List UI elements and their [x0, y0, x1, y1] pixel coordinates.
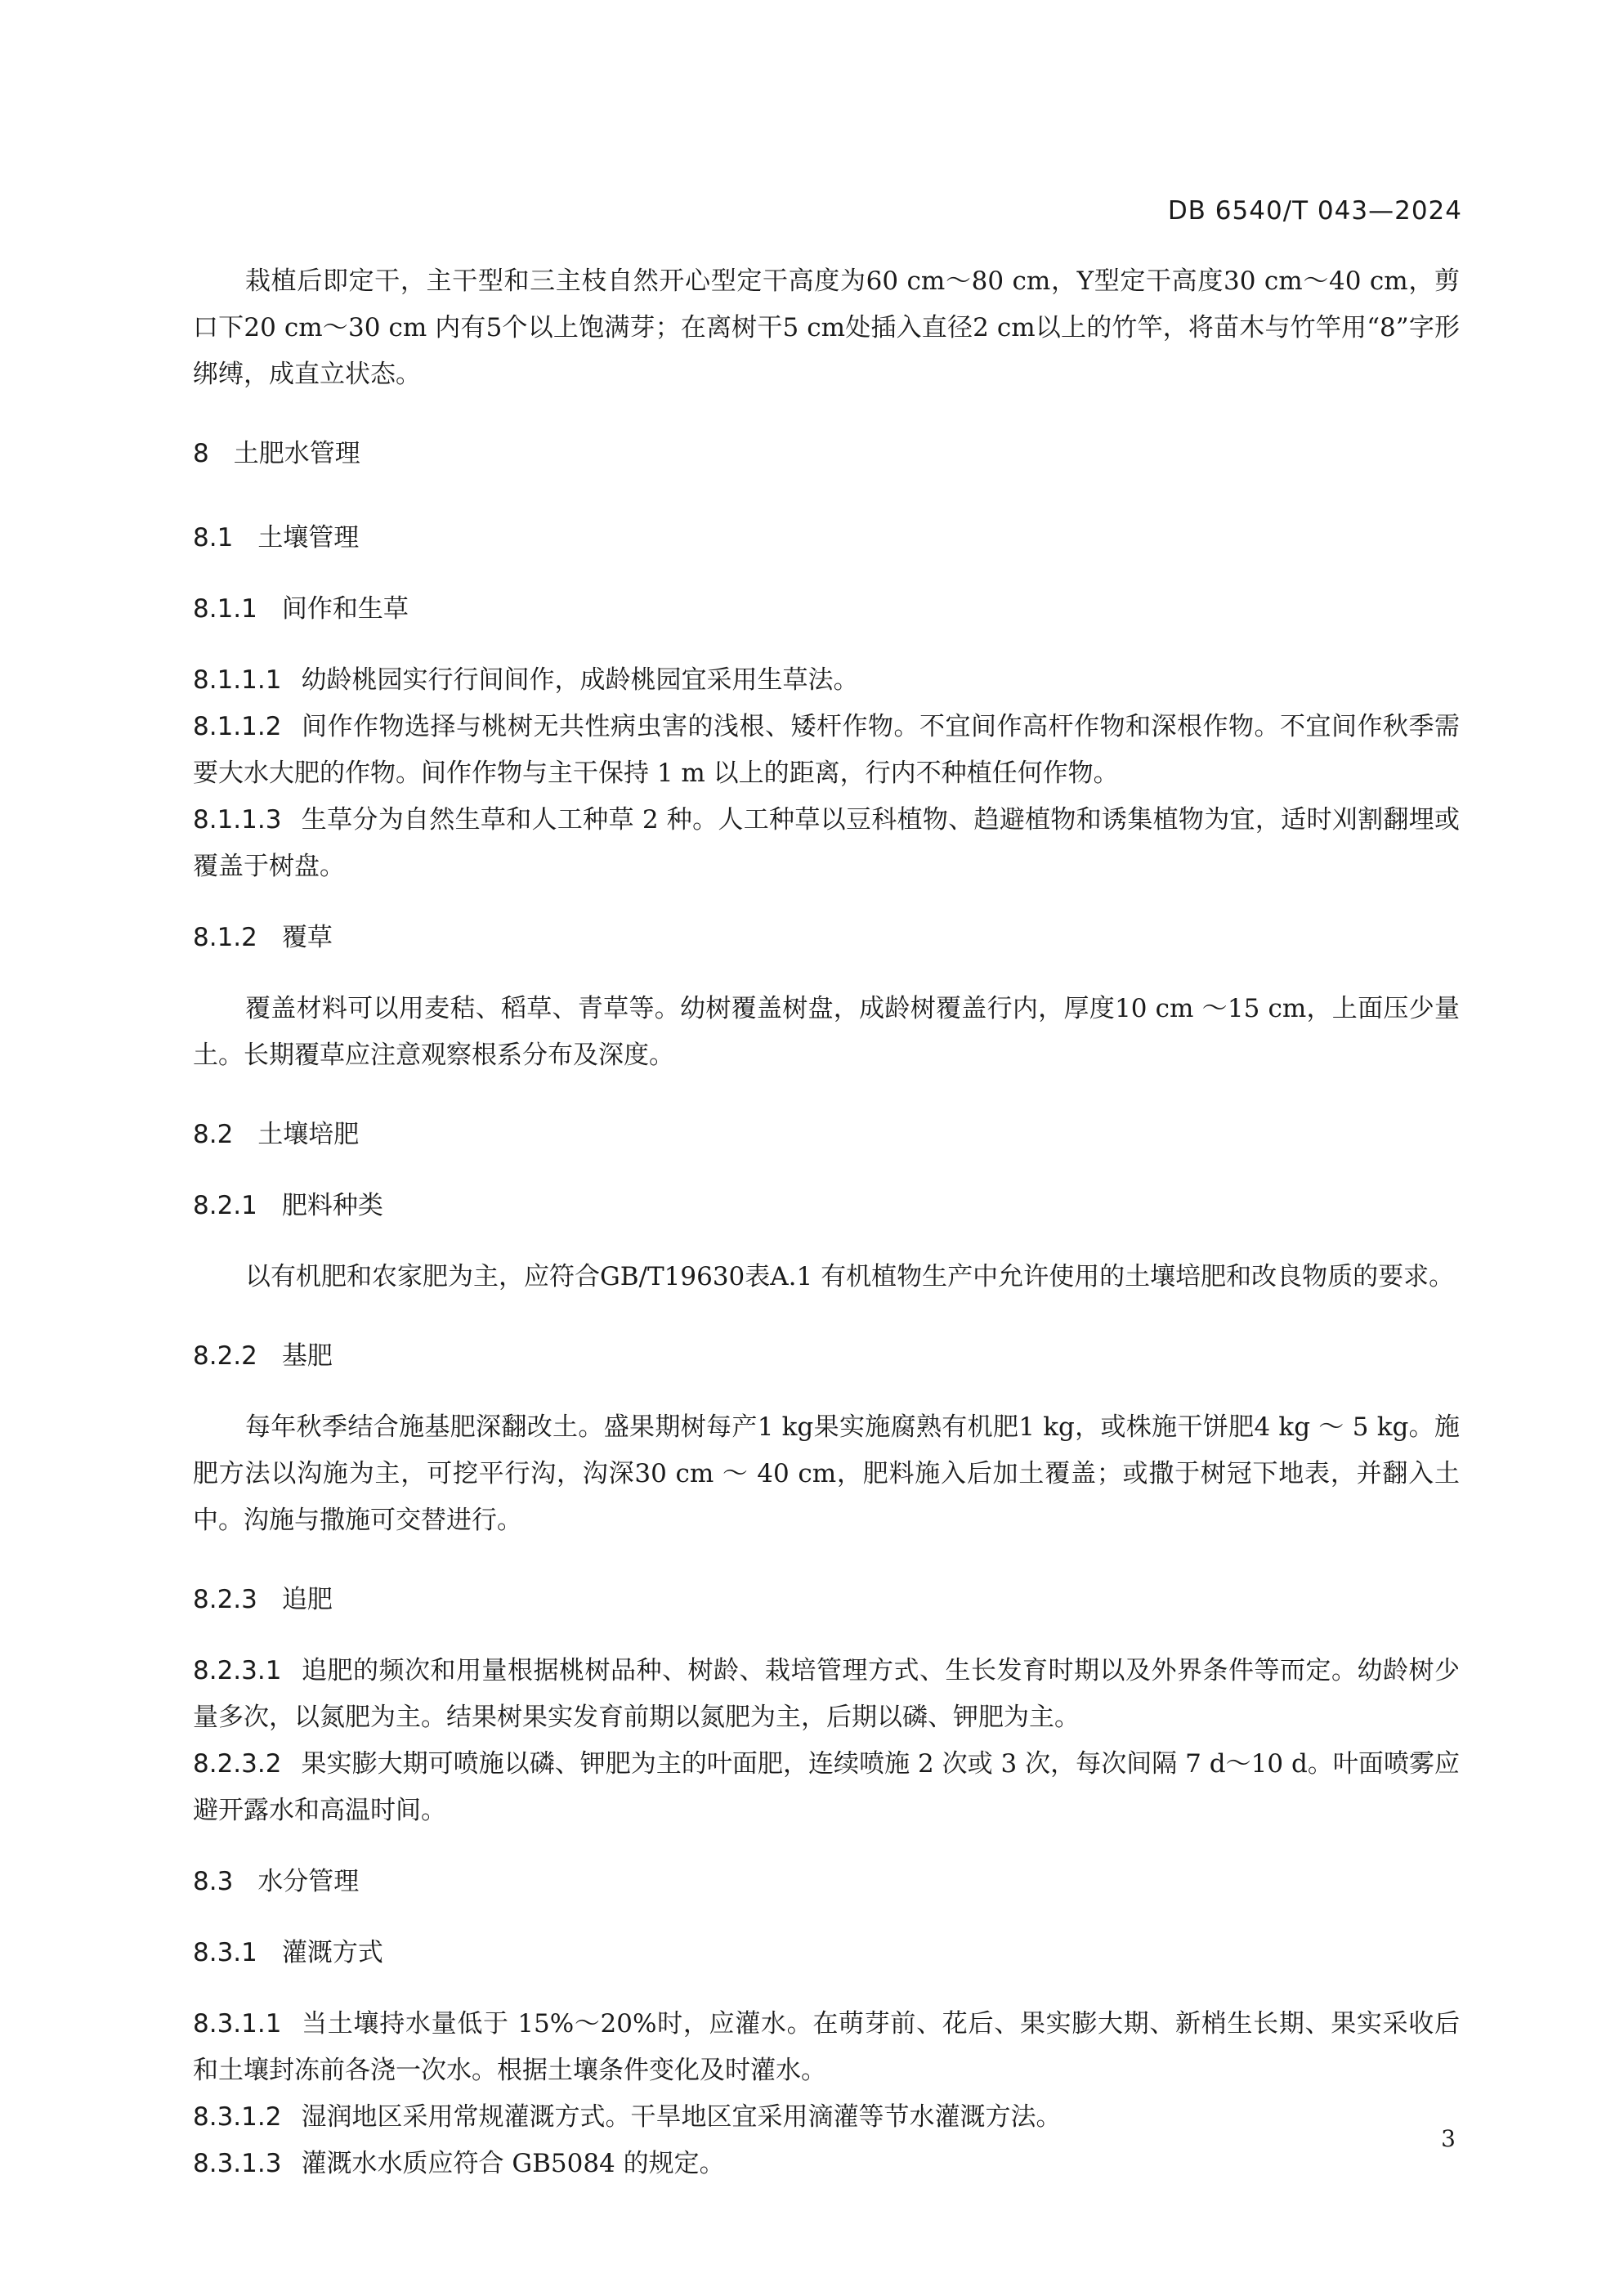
clause-8-2-3-2 [193, 1741, 1460, 1834]
clause-text: 生草分为自然生草和人工种草 2 种。人工种草以豆科植物、趋避植物和诱集植物为宜，适时刈割翻埋或覆盖于树盘。 [193, 805, 1460, 881]
heading-8-3 [193, 1859, 1460, 1905]
heading-title: 追肥 [281, 1585, 333, 1614]
heading-number: 8.1.2 [193, 923, 257, 952]
clause-8-3-1-1 [193, 2001, 1460, 2094]
clause-text: 湿润地区采用常规灌溉方式。干旱地区宜采用滴灌等节水灌溉方法。 [301, 2102, 1062, 2132]
clause-text: 果实膨大期可喷施以磷、钾肥为主的叶面肥，连续喷施 2 次或 3 次，每次间隔 7 d～10 d。叶面喷雾应避开露水和高温时间。 [193, 1749, 1460, 1825]
clause-group-8-3-1 [193, 2001, 1460, 2187]
heading-title: 肥料种类 [281, 1191, 383, 1220]
heading-8-1 [193, 515, 1460, 562]
paragraph-8-2-2: 每年秋季结合施基肥深翻改土。盛果期树每产1 kg果实施腐熟有机肥1 kg，或株施干饼肥4 kg ～ 5 kg。施肥方法以沟施为主，可挖平行沟，沟深30 cm ～ 40 cm，肥料施入后加土覆盖；或撒于树冠下地表，并翻入土中。沟施与撒施可交替进行。 [193, 1412, 1460, 1535]
heading-8-2-2 [193, 1333, 1460, 1380]
clause-group-8-1-1 [193, 657, 1460, 890]
clause-8-2-3-1 [193, 1648, 1460, 1741]
heading-8-2 [193, 1112, 1460, 1158]
heading-number: 8.1.1 [193, 594, 257, 624]
clause-8-1-1-2 [193, 704, 1460, 797]
heading-8 [193, 431, 1460, 477]
clause-8-3-1-3 [193, 2141, 1460, 2187]
heading-8-1-2 [193, 915, 1460, 961]
clause-number: 8.1.1.3 [193, 805, 282, 835]
clause-number: 8.1.1.2 [193, 712, 282, 741]
paragraph-8-1-2: 覆盖材料可以用麦秸、稻草、青草等。幼树覆盖树盘，成龄树覆盖行内，厚度10 cm ～15 cm，上面压少量土。长期覆草应注意观察根系分布及深度。 [193, 994, 1460, 1070]
clause-text: 追肥的频次和用量根据桃树品种、树龄、栽培管理方式、生长发育时期以及外界条件等而定。幼龄树少量多次，以氮肥为主。结果树果实发育前期以氮肥为主，后期以磷、钾肥为主。 [193, 1656, 1460, 1732]
clause-text: 间作作物选择与桃树无共性病虫害的浅根、矮杆作物。不宜间作高杆作物和深根作物。不宜间作秋季需要大水大肥的作物。间作作物与主干保持 1 m 以上的距离，行内不种植任何作物。 [193, 712, 1460, 788]
paragraph-8-2-1: 以有机肥和农家肥为主，应符合GB/T19630表A.1 有机植物生产中允许使用的土壤培肥和改良物质的要求。 [245, 1262, 1455, 1291]
heading-title: 土肥水管理 [233, 439, 360, 468]
heading-title: 土壤管理 [257, 523, 360, 553]
clause-number: 8.3.1.2 [193, 2102, 282, 2132]
clause-group-8-2-3 [193, 1648, 1460, 1834]
heading-number: 8.3 [193, 1867, 234, 1896]
clause-number: 8.2.3.2 [193, 1749, 282, 1779]
heading-title: 土壤培肥 [257, 1120, 360, 1149]
clause-number: 8.1.1.1 [193, 665, 282, 695]
clause-number: 8.3.1.1 [193, 2009, 282, 2039]
clause-8-3-1-2 [193, 2094, 1460, 2141]
heading-title: 水分管理 [257, 1867, 360, 1896]
document-code: DB 6540/T 043—2024 [1167, 196, 1462, 226]
heading-8-2-3 [193, 1577, 1460, 1623]
heading-number: 8.2.3 [193, 1585, 257, 1614]
heading-number: 8.2.1 [193, 1191, 257, 1220]
heading-number: 8.1 [193, 523, 234, 553]
heading-number: 8 [193, 439, 209, 468]
clause-text: 灌溉水水质应符合 GB5084 的规定。 [301, 2149, 725, 2178]
document-body [193, 258, 1460, 2212]
clause-8-1-1-1 [193, 657, 1460, 704]
clause-number: 8.3.1.3 [193, 2149, 282, 2178]
heading-8-3-1 [193, 1930, 1460, 1976]
heading-title: 基肥 [281, 1341, 333, 1371]
clause-number: 8.2.3.1 [193, 1656, 282, 1685]
heading-title: 间作和生草 [281, 594, 409, 624]
heading-8-2-1 [193, 1183, 1460, 1229]
page-number: 3 [1441, 2125, 1456, 2152]
heading-number: 8.2.2 [193, 1341, 257, 1371]
heading-8-1-1 [193, 586, 1460, 633]
heading-number: 8.2 [193, 1120, 234, 1149]
clause-8-1-1-3 [193, 797, 1460, 890]
heading-title: 覆草 [281, 923, 333, 952]
heading-title: 灌溉方式 [281, 1938, 383, 1967]
intro-paragraph: 栽植后即定干，主干型和三主枝自然开心型定干高度为60 cm～80 cm，Y型定干高度30 cm～40 cm，剪口下20 cm～30 cm 内有5个以上饱满芽；在离树干5 cm处插入直径2 cm以上的竹竿，将苗木与竹竿用“8”字形绑缚，成直立状态。 [193, 266, 1460, 389]
heading-number: 8.3.1 [193, 1938, 257, 1967]
clause-text: 幼龄桃园实行行间间作，成龄桃园宜采用生草法。 [301, 665, 859, 695]
clause-text: 当土壤持水量低于 15%～20%时，应灌水。在萌芽前、花后、果实膨大期、新梢生长期、果实采收后和土壤封冻前各浇一次水。根据土壤条件变化及时灌水。 [193, 2009, 1460, 2085]
